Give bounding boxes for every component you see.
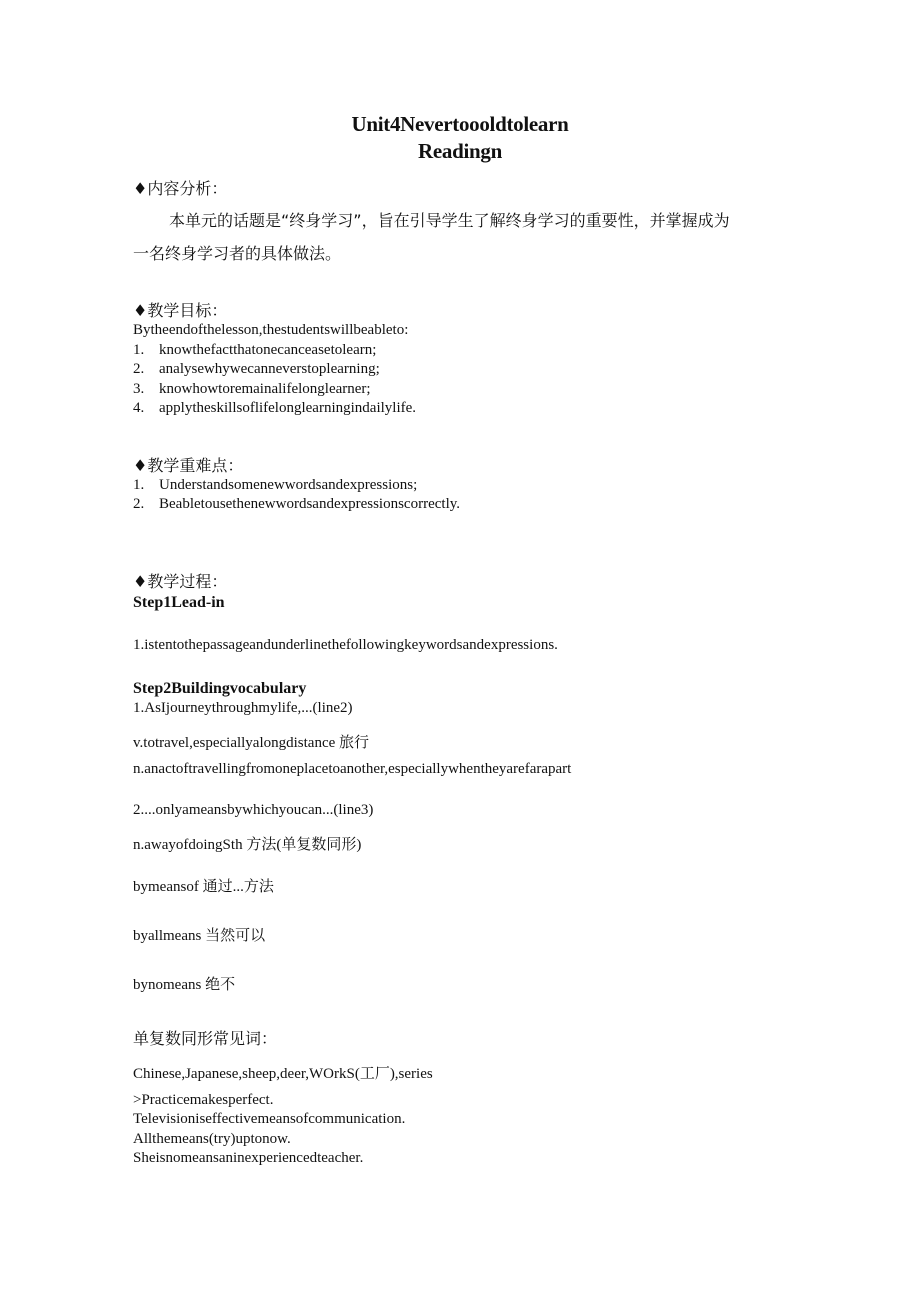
objective-text: analysewhywecanneverstoplearning; xyxy=(159,361,380,377)
content-analysis-heading: ♦内容分析： xyxy=(133,179,228,198)
vocab-line: 1.AsIjourneythroughmylife,...(line2) xyxy=(133,700,353,716)
objective-number: 3. xyxy=(133,381,145,397)
objective-text: knowthefactthatonecanceasetolearn; xyxy=(159,342,377,358)
example-sentence: >Practicemakesperfect. xyxy=(133,1092,274,1108)
key-point-number: 2. xyxy=(133,496,145,512)
objectives-heading: ♦教学目标： xyxy=(133,301,228,320)
vocab-line: v.totravel,especiallyalongdistance 旅行 xyxy=(133,735,370,751)
objective-number: 1. xyxy=(133,342,145,358)
key-point-number: 1. xyxy=(133,477,145,493)
example-sentence: Sheisnomeansaninexperiencedteacher. xyxy=(133,1150,364,1166)
objective-item xyxy=(133,342,376,359)
lesson-title: Readingn xyxy=(418,139,502,163)
content-analysis-paragraph-line2: 一名终身学习者的具体做法。 xyxy=(133,244,342,263)
objective-number: 2. xyxy=(133,361,145,377)
process-heading: ♦教学过程： xyxy=(133,572,228,591)
objective-item xyxy=(133,381,371,398)
key-point-item xyxy=(133,496,460,513)
example-sentence: Allthemeans(try)uptonow. xyxy=(133,1131,291,1147)
objective-text: applytheskillsoflifelonglearningindailylife. xyxy=(159,400,417,416)
key-point-text: Understandsomenewwordsandexpressions; xyxy=(159,477,418,493)
key-point-text: Beabletousethenewwordsandexpressionscorrectly. xyxy=(159,496,461,512)
vocab-line: Chinese,Japanese,sheep,deer,WOrkS(工厂),series xyxy=(133,1066,433,1082)
objective-text: knowhowtoremainalifelonglearner; xyxy=(159,381,371,397)
example-sentence: Televisioniseffectivemeansofcommunication. xyxy=(133,1111,406,1127)
objective-number: 4. xyxy=(133,400,145,416)
objective-item xyxy=(133,400,416,417)
vocab-line: byallmeans 当然可以 xyxy=(133,928,266,944)
step1-title: Step1Lead-in xyxy=(133,594,225,611)
step2-title: Step2Buildingvocabulary xyxy=(133,680,307,697)
vocab-line: 2....onlyameansbywhichyoucan...(line3) xyxy=(133,802,374,818)
vocab-line: n.anactoftravellingfromoneplacetoanother,especiallywhentheyarefarapart xyxy=(133,761,572,777)
objectives-intro: Bytheendofthelesson,thestudentswillbeableto: xyxy=(133,322,409,338)
key-point-item xyxy=(133,477,417,494)
unit-title: Unit4Nevertoooldtolearn xyxy=(351,112,569,136)
step1-instruction: 1.istentothepassageandunderlinethefollowingkeywordsandexpressions. xyxy=(133,637,558,653)
vocab-line: 单复数同形常见词： xyxy=(133,1029,278,1048)
vocab-line: n.awayofdoingSth 方法(单复数同形) xyxy=(133,837,362,853)
key-points-heading: ♦教学重难点： xyxy=(133,456,244,475)
content-analysis-paragraph-line1: 本单元的话题是“终身学习”，旨在引导学生了解终身学习的重要性，并掌握成为 xyxy=(169,211,730,230)
vocab-line: bynomeans 绝不 xyxy=(133,977,236,993)
vocab-line: bymeansof 通过...方法 xyxy=(133,879,274,895)
objective-item xyxy=(133,361,380,378)
